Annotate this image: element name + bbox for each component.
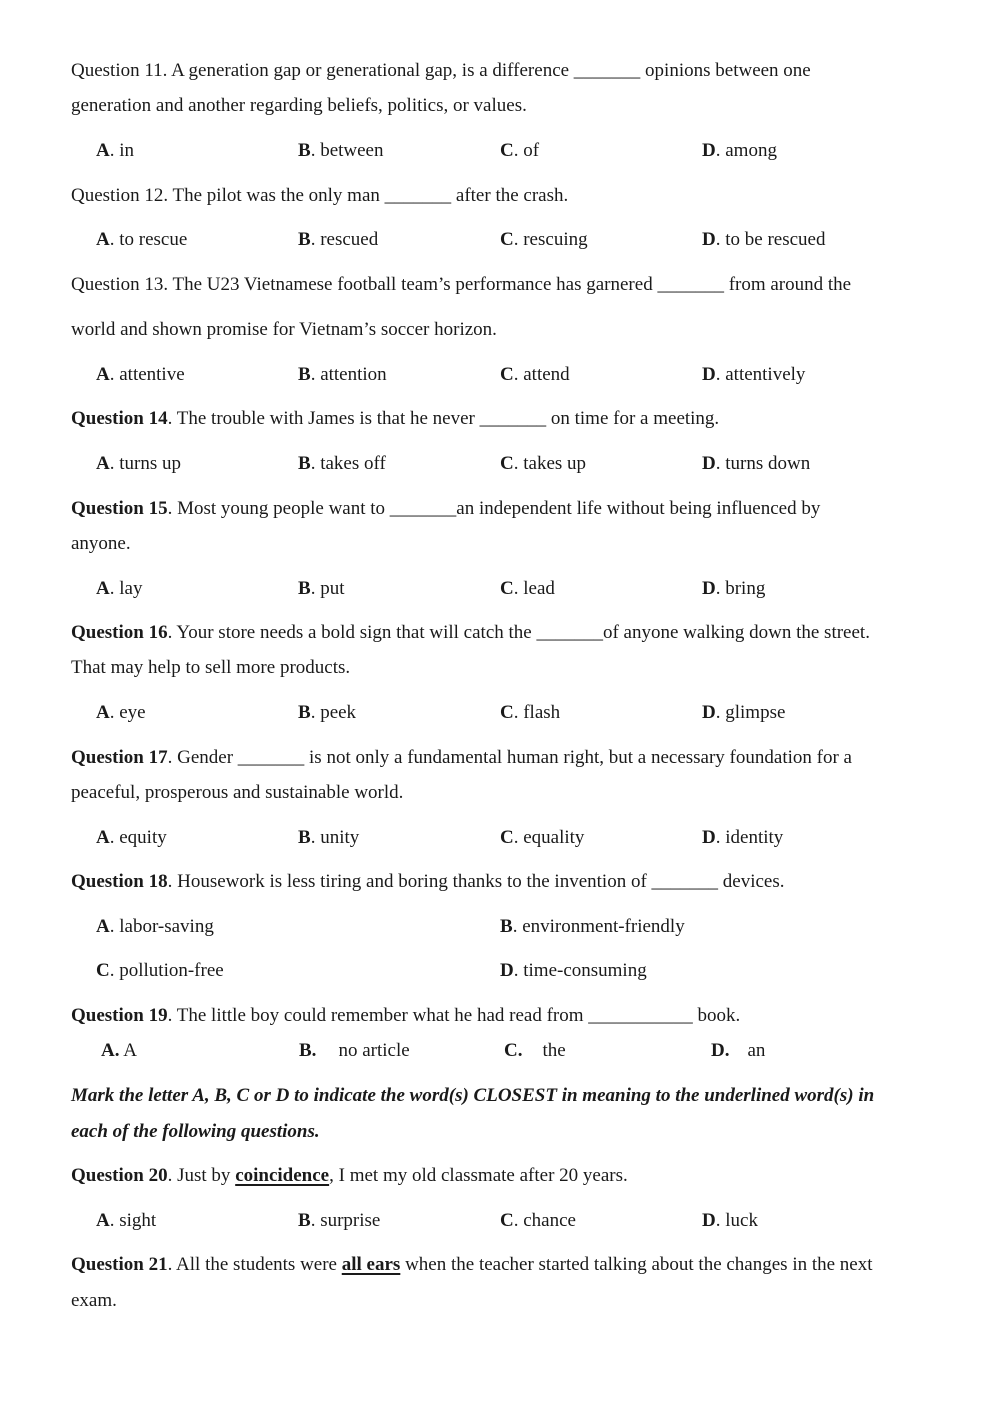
q19-option-c[interactable]: C. the	[504, 1040, 566, 1061]
q17-option-a[interactable]: A. equity	[96, 827, 167, 848]
q13-option-c[interactable]: C. attend	[500, 364, 570, 385]
question-21-text-cont: exam.	[71, 1290, 117, 1311]
underlined-word: coincidence	[235, 1165, 330, 1186]
q18-option-a[interactable]: A. labor-saving	[96, 916, 214, 937]
q16-option-a[interactable]: A. eye	[96, 702, 146, 723]
q11-option-b[interactable]: B. between	[298, 140, 384, 161]
q14-option-d[interactable]: D. turns down	[702, 453, 811, 474]
q18-option-d[interactable]: D. time-consuming	[500, 960, 647, 981]
q17-option-b[interactable]: B. unity	[298, 827, 360, 848]
q20-option-b[interactable]: B. surprise	[298, 1210, 381, 1231]
q12-option-c[interactable]: C. rescuing	[500, 229, 588, 250]
question-15-text-cont: anyone.	[71, 533, 131, 554]
q16-option-c[interactable]: C. flash	[500, 702, 561, 723]
question-16-text: Question 16. Your store needs a bold sign that will catch the _______of anyone walking down the street.	[71, 622, 870, 643]
question-17-text-cont: peaceful, prosperous and sustainable world.	[71, 782, 404, 803]
question-20-text: Question 20. Just by coincidence, I met my old classmate after 20 years.	[71, 1165, 628, 1186]
q11-option-a[interactable]: A. in	[96, 140, 135, 161]
q20-option-a[interactable]: A. sight	[96, 1210, 157, 1231]
q15-option-c[interactable]: C. lead	[500, 578, 555, 599]
question-13-text-cont: world and shown promise for Vietnam’s soccer horizon.	[71, 319, 497, 340]
q18-option-c[interactable]: C. pollution-free	[96, 960, 224, 981]
q19-option-a[interactable]: A. A	[101, 1040, 137, 1061]
q13-option-b[interactable]: B. attention	[298, 364, 387, 385]
q16-option-b[interactable]: B. peek	[298, 702, 357, 723]
question-21-text: Question 21. All the students were all ears when the teacher started talking about the changes in the next	[71, 1254, 873, 1275]
q14-option-a[interactable]: A. turns up	[96, 453, 181, 474]
question-21-label: Question 21	[71, 1254, 168, 1275]
question-13-text: Question 13. The U23 Vietnamese football team’s performance has garnered _______ from around the	[71, 274, 852, 295]
q14-option-b[interactable]: B. takes off	[298, 453, 386, 474]
section-instruction-cont: each of the following questions.	[71, 1121, 320, 1142]
question-19-text: Question 19. The little boy could remember what he had read from ___________ book.	[71, 1005, 741, 1026]
question-17-label: Question 17	[71, 747, 168, 768]
q15-option-b[interactable]: B. put	[298, 578, 345, 599]
section-instruction: Mark the letter A, B, C or D to indicate the word(s) CLOSEST in meaning to the underlined word(s) in	[71, 1085, 875, 1106]
q17-option-d[interactable]: D. identity	[702, 827, 784, 848]
q13-option-d[interactable]: D. attentively	[702, 364, 806, 385]
question-16-label: Question 16	[71, 622, 168, 643]
q12-option-a[interactable]: A. to rescue	[96, 229, 188, 250]
question-15-text: Question 15. Most young people want to _______an independent life without being influenced by	[71, 498, 821, 519]
question-19-label: Question 19	[71, 1005, 168, 1026]
question-11-text: Question 11. A generation gap or generational gap, is a difference _______ opinions between one	[71, 60, 811, 81]
q15-option-a[interactable]: A. lay	[96, 578, 143, 599]
question-14-label: Question 14	[71, 408, 168, 429]
question-14-text: Question 14. The trouble with James is that he never _______ on time for a meeting.	[71, 408, 720, 429]
q12-option-d[interactable]: D. to be rescued	[702, 229, 826, 250]
q17-option-c[interactable]: C. equality	[500, 827, 585, 848]
underlined-word: all ears	[341, 1254, 401, 1275]
q18-option-b[interactable]: B. environment-friendly	[500, 916, 685, 937]
q12-option-b[interactable]: B. rescued	[298, 229, 379, 250]
q20-option-d[interactable]: D. luck	[702, 1210, 758, 1231]
question-12-text: Question 12. The pilot was the only man _______ after the crash.	[71, 185, 569, 206]
q20-option-c[interactable]: C. chance	[500, 1210, 576, 1231]
question-16-text-cont: That may help to sell more products.	[71, 657, 351, 678]
q15-option-d[interactable]: D. bring	[702, 578, 766, 599]
q14-option-c[interactable]: C. takes up	[500, 453, 587, 474]
question-17-text: Question 17. Gender _______ is not only a fundamental human right, but a necessary foundation for a	[71, 747, 852, 768]
q11-option-d[interactable]: D. among	[702, 140, 777, 161]
q16-option-d[interactable]: D. glimpse	[702, 702, 786, 723]
question-18-label: Question 18	[71, 871, 168, 892]
q11-option-c[interactable]: C. of	[500, 140, 540, 161]
question-18-text: Question 18. Housework is less tiring and boring thanks to the invention of _______ devices.	[71, 871, 785, 892]
q19-option-d[interactable]: D. an	[711, 1040, 766, 1061]
question-11-text-cont: generation and another regarding beliefs, politics, or values.	[71, 95, 527, 116]
question-20-label: Question 20	[71, 1165, 168, 1186]
q13-option-a[interactable]: A. attentive	[96, 364, 185, 385]
question-15-label: Question 15	[71, 498, 168, 519]
q19-option-b[interactable]: B. no article	[299, 1040, 410, 1061]
